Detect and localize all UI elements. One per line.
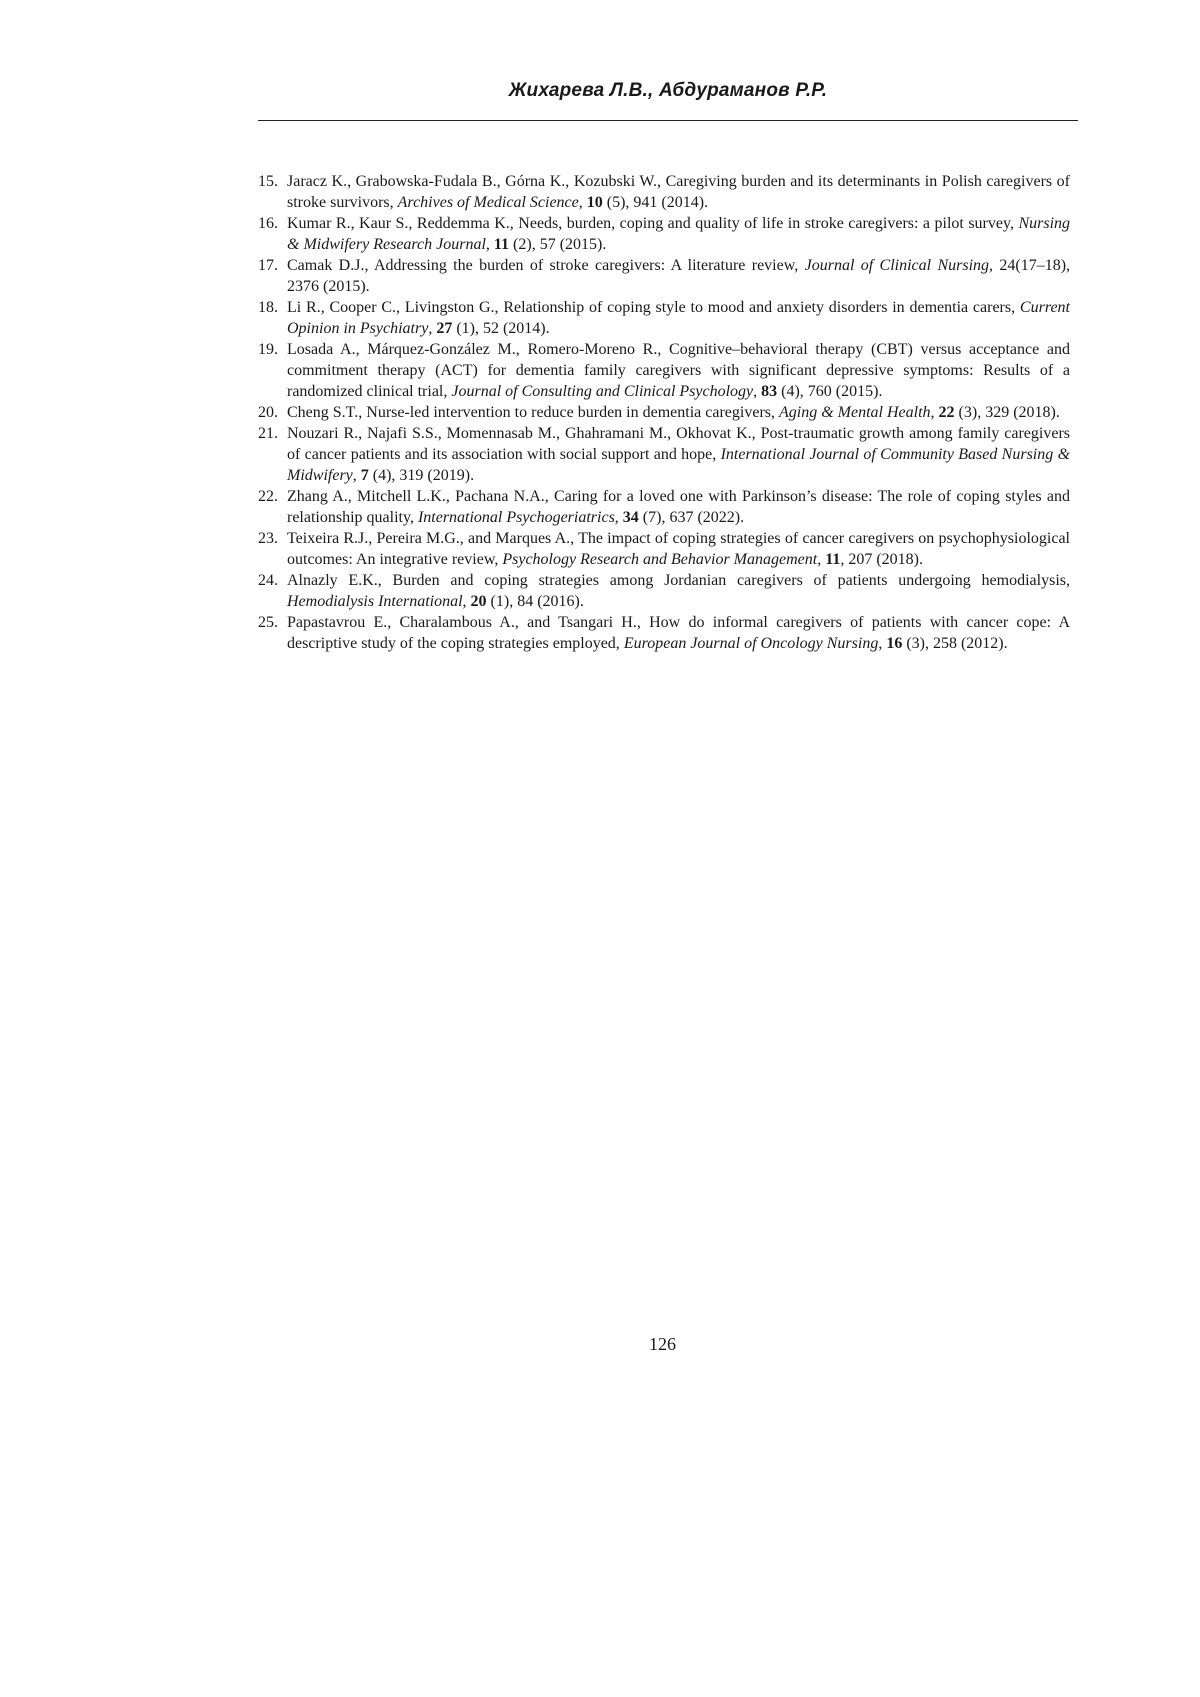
reference-details: (5), 941 (2014). <box>602 194 709 211</box>
reference-authors: Papastavrou E., Charalambous A., and Tsangari H., <box>287 614 650 631</box>
reference-number: 22. <box>258 488 278 505</box>
reference-title: How do informal caregivers of patients with cancer cope: A descriptive study of the coping strategies employed, <box>287 614 1071 652</box>
reference-separator: , <box>485 236 494 253</box>
reference-item <box>258 423 1070 486</box>
reference-details: (2), 57 (2015). <box>509 236 607 253</box>
reference-authors: Alnazly E.K., <box>287 572 393 589</box>
reference-authors: Camak D.J., <box>287 257 374 274</box>
reference-details: (1), 84 (2016). <box>486 593 584 610</box>
reference-separator: , <box>989 257 1000 274</box>
reference-text <box>287 528 1070 570</box>
reference-journal: Current Opinion in Psychiatry <box>287 299 1070 337</box>
reference-number: 18. <box>258 299 278 316</box>
reference-number: 17. <box>258 257 278 274</box>
reference-volume: 16 <box>886 635 903 652</box>
reference-item <box>258 402 1070 423</box>
reference-volume: 10 <box>586 194 603 211</box>
reference-details: , 207 (2018). <box>840 551 923 568</box>
reference-number: 16. <box>258 215 278 232</box>
reference-number: 20. <box>258 404 278 421</box>
reference-separator: , <box>817 551 826 568</box>
reference-authors: Jaracz K., Grabowska-Fudala B., Górna K., Kozubski W., <box>287 173 666 190</box>
reference-volume: 11 <box>493 236 510 253</box>
reference-text <box>287 402 1070 423</box>
reference-item <box>258 213 1070 255</box>
reference-title: The impact of coping strategies of cancer caregivers on psychophysiological outcomes: An integrative review, <box>287 530 1071 568</box>
header-divider <box>258 120 1078 121</box>
reference-number: 24. <box>258 572 278 589</box>
reference-details: (1), 52 (2014). <box>452 320 550 337</box>
reference-volume: 27 <box>436 320 453 337</box>
reference-separator: , <box>462 593 471 610</box>
reference-journal: Aging & Mental Health <box>779 404 931 421</box>
reference-text <box>287 423 1070 486</box>
reference-text <box>287 171 1070 213</box>
reference-details: (4), 760 (2015). <box>777 383 883 400</box>
reference-journal: European Journal of Oncology Nursing <box>623 635 879 652</box>
reference-authors: Losada A., Márquez-González M., Romero-Moreno R., <box>287 341 670 358</box>
reference-volume: 34 <box>622 509 639 526</box>
reference-title: Burden and coping strategies among Jordanian caregivers of patients undergoing hemodialysis, <box>392 572 1070 589</box>
reference-title: Caring for a loved one with Parkinson’s disease: The role of coping styles and relationship quality, <box>287 488 1070 526</box>
reference-journal: Nursing & Midwifery Research Journal <box>287 215 1071 253</box>
reference-journal: International Psychogeriatrics <box>417 509 615 526</box>
reference-item <box>258 486 1070 528</box>
reference-separator: , <box>352 467 361 484</box>
reference-title: Cognitive–behavioral therapy (CBT) versus acceptance and commitment therapy (ACT) for dementia family caregivers with significant depressive symptoms: Results of a randomized clinical trial, <box>287 341 1070 400</box>
reference-volume: 22 <box>938 404 955 421</box>
reference-authors: Cheng S.T., <box>287 404 367 421</box>
reference-text <box>287 255 1070 297</box>
reference-text <box>287 213 1070 255</box>
reference-separator: , <box>428 320 437 337</box>
reference-number: 19. <box>258 341 278 358</box>
reference-details: 24(17–18), 2376 (2015). <box>287 257 1071 295</box>
reference-journal: Journal of Clinical Nursing <box>804 257 990 274</box>
reference-details: (3), 329 (2018). <box>954 404 1060 421</box>
reference-number: 21. <box>258 425 278 442</box>
reference-journal: Archives of Medical Science <box>397 194 579 211</box>
reference-journal: International Journal of Community Based Nursing & Midwifery <box>287 446 1071 484</box>
reference-volume: 20 <box>470 593 487 610</box>
reference-details: (7), 637 (2022). <box>638 509 745 526</box>
reference-authors: Nouzari R., Najafi S.S., Momennasab M., Ghahramani M., Okhovat K., <box>287 425 761 442</box>
reference-volume: 7 <box>360 467 369 484</box>
reference-separator: , <box>930 404 939 421</box>
reference-authors: Zhang A., Mitchell L.K., Pachana N.A., <box>287 488 555 505</box>
reference-text <box>287 486 1070 528</box>
reference-title: Addressing the burden of stroke caregivers: A literature review, <box>373 257 805 274</box>
reference-volume: 11 <box>825 551 841 568</box>
reference-text <box>287 339 1070 402</box>
reference-details: (3), 258 (2012). <box>902 635 1008 652</box>
reference-text <box>287 570 1070 612</box>
reference-title: Needs, burden, coping and quality of life in stroke caregivers: a pilot survey, <box>518 215 1019 232</box>
reference-item <box>258 297 1070 339</box>
reference-number: 15. <box>258 173 278 190</box>
reference-text <box>287 297 1070 339</box>
reference-authors: Li R., Cooper C., Livingston G., <box>287 299 504 316</box>
reference-list <box>258 171 1070 654</box>
reference-item <box>258 339 1070 402</box>
reference-item <box>258 255 1070 297</box>
reference-number: 25. <box>258 614 278 631</box>
reference-separator: , <box>578 194 587 211</box>
reference-journal: Hemodialysis International <box>287 593 463 610</box>
reference-title: Nurse-led intervention to reduce burden in dementia caregivers, <box>366 404 779 421</box>
reference-item <box>258 528 1070 570</box>
reference-authors: Teixeira R.J., Pereira M.G., and Marques A., <box>287 530 579 547</box>
reference-item <box>258 612 1070 654</box>
reference-item <box>258 570 1070 612</box>
reference-journal: Journal of Consulting and Clinical Psychology <box>451 383 754 400</box>
reference-number: 23. <box>258 530 278 547</box>
reference-separator: , <box>878 635 887 652</box>
running-head: Жихарева Л.В., Абдураманов Р.Р. <box>508 80 828 101</box>
reference-journal: Psychology Research and Behavior Management <box>502 551 818 568</box>
reference-separator: , <box>614 509 623 526</box>
page-number: 126 <box>649 1334 676 1354</box>
reference-text <box>287 612 1070 654</box>
reference-title: Post-traumatic growth among family caregivers of cancer patients and its association with social support and hope, <box>287 425 1070 463</box>
reference-separator: , <box>753 383 762 400</box>
reference-details: (4), 319 (2019). <box>368 467 475 484</box>
reference-title: Relationship of coping style to mood and anxiety disorders in dementia carers, <box>503 299 1020 316</box>
reference-title: Caregiving burden and its determinants in Polish caregivers of stroke survivors, <box>287 173 1071 211</box>
reference-authors: Kumar R., Kaur S., Reddemma K., <box>287 215 519 232</box>
reference-volume: 83 <box>761 383 778 400</box>
reference-item <box>258 171 1070 213</box>
